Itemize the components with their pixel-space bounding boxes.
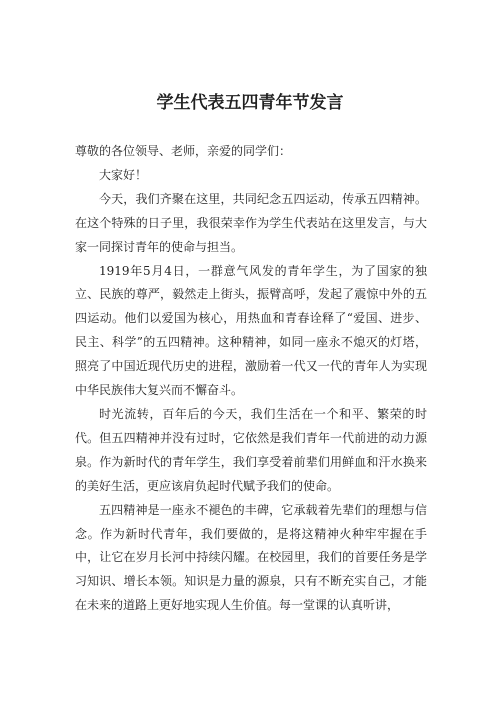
greeting: 大家好！: [99, 167, 148, 182]
salutation: 尊敬的各位领导、老师，亲爱的同学们：: [75, 144, 292, 158]
paragraph: 时光流转，百年后的今天，我们生活在一个和平、繁荣的时代。但五四精神并没有过时，它依然是我们青年一代前进的动力源泉。作为新时代的青年学生，我们享受着前辈们用鲜血和汗水换来的美好生活，更应该肩负起时代赋予我们的使命。: [75, 406, 427, 493]
paragraph: 五四精神是一座永不褪色的丰碑，它承载着先辈们的理想与信念。作为新时代青年，我们要做的，是将这精神火种牢牢握在手中，让它在岁月长河中持续闪耀。在校园里，我们的首要任务是学习知识、增长本领。知识是力量的源泉，只有不断充实自己，才能在未来的道路上更好地实现人生价值。每一堂课的认真听讲，: [75, 502, 427, 613]
document-title: 学生代表五四青年节发言: [156, 93, 344, 113]
speech-body: [75, 140, 427, 618]
paragraph: 今天，我们齐聚在这里，共同纪念五四运动，传承五四精神。在这个特殊的日子里，我很荣幸作为学生代表站在这里发言，与大家一同探讨青年的使命与担当。: [75, 191, 427, 254]
paragraph: 1919年5月4日，一群意气风发的青年学生，为了国家的独立、民族的尊严，毅然走上街头，振臂高呼，发起了震惊中外的五四运动。他们以爱国为核心，用热血和青春诠释了“爱国、进步、民主、科学”的五四精神。这种精神，如同一座永不熄灭的灯塔，照亮了中国近现代历史的进程，激励着一代又一代的青年人为实现中华民族伟大复兴而不懈奋斗。: [75, 263, 427, 398]
